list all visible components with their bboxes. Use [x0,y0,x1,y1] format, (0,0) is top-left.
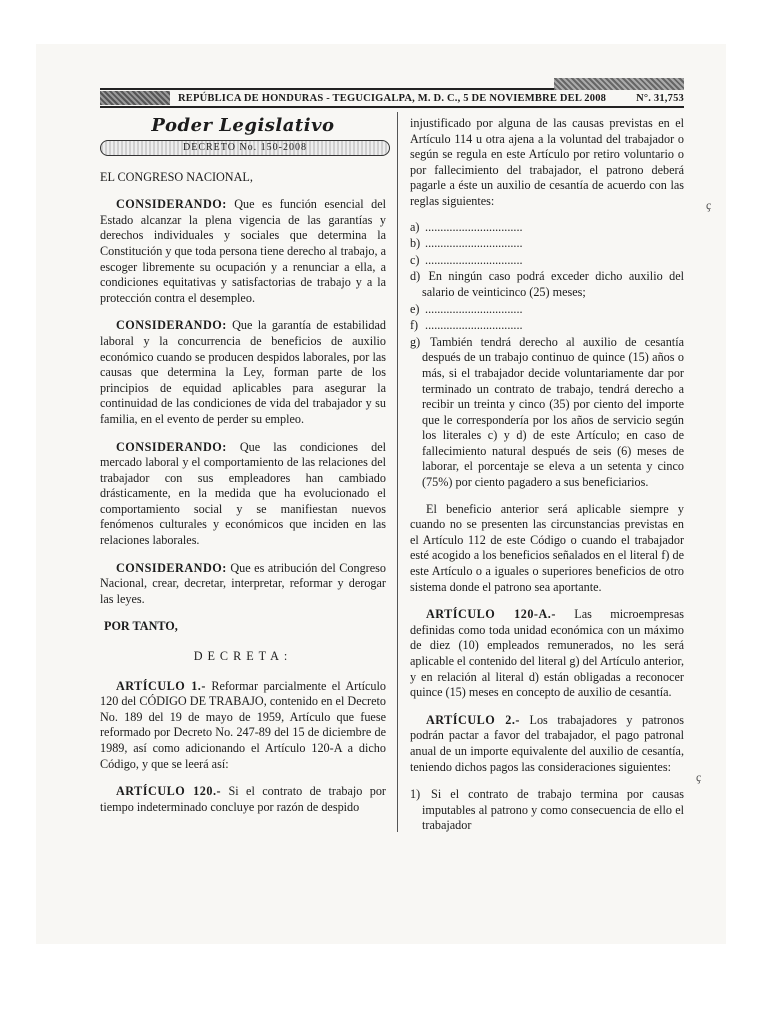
list-item-label: c) [410,252,420,267]
list-item-text: ................................ [422,301,523,316]
list-item-text: ................................ [422,236,523,251]
considerando-text: Que la garantía de estabilidad laboral y la concurrencia de beneficios de auxilio económico cuando se producen despidos laborales, por las causas que determina la Ley, forman parte de los principios de equidad aplicables para asegurar la continuidad de las condiciones de vida del trabajador y su familia, en el evento de perder su empleo. [100,318,386,426]
column-divider [397,112,398,832]
articulo-120-a [410,607,684,701]
list-item-text: ................................ [422,252,523,267]
article-text: Reformar parcialmente el Artículo 120 del CÓDIGO DE TRABAJO, contenido en el Decreto No. 189 del 19 de mayo de 1959, Artículo que fuese reformado por Decreto No. 247-89 del 15 de diciembre de 1989, así como adicionando el Artículo 120-A a dicho Código, y que se leerá así: [100,678,386,771]
considerando-1 [100,197,386,306]
considerando-3 [100,440,386,549]
list-item-text: ................................ [422,219,523,234]
list-item-label: g) [410,334,421,349]
articulo-120 [100,784,386,815]
gazette-logo [100,91,170,105]
list-item-label: d) [410,269,421,284]
header-republic-date: REPÚBLICA DE HONDURAS - TEGUCIGALPA, M. D. C., 5 DE NOVIEMBRE DEL 2008 [178,92,607,104]
list-item-g [410,335,684,491]
article-text: Los trabajadores y patronos podrán pactar a favor del trabajador, el pago patronal anual de un importe equivalente del auxilio de cesantía, teniendo dichos pagos las consideraciones siguientes: [410,712,684,774]
considerando-label: CONSIDERANDO: [116,318,227,333]
list-item-label: f) [410,318,419,333]
left-column [100,116,386,827]
article-label: ARTÍCULO 120-A.- [426,607,556,622]
por-tanto-heading: POR TANTO, [104,619,178,634]
decree-number: DECRETO No. 150-2008 [100,140,390,156]
considerando-text: Que es función esencial del Estado alcanzar la plena vigencia de las garantías y derechos individuales y sociales que determina la Constitución y que toda persona tiene derecho al trabajo, a escoger libremente su ocupación y a renunciar a ella, a condiciones equitativas y satisfactorias de trabajo y a la protección contra el desempleo. [100,197,386,305]
gazette-seal [554,78,684,90]
considerando-text: Que es atribución del Congreso Nacional, crear, decretar, interpretar, reformar y derogar las leyes. [100,560,386,606]
list-item-label: a) [410,219,420,234]
list-item-e [410,302,684,318]
article-label: ARTÍCULO 1.- [116,678,206,693]
gazette-header [100,88,684,108]
decreta-heading: DECRETA: [193,649,293,664]
branch-title: Poder Legislativo [151,115,335,136]
considerando-text: Que las condiciones del mercado laboral y el comportamiento de las relaciones del trabajador con sus empleadores han cambiado drásticamente, en la medida que ha evolucionado el comportamiento social y se manifiestan nuevos fenómenos culturales y económicos que inciden en las relaciones laborales. [100,439,386,548]
articulo-120-continuation: injustificado por alguna de las causas previstas en el Artículo 114 u otra ajena a la voluntad del trabajador o según se regula en este Artículo por retiro voluntario o por fallecimiento del trabajador, el patrono deberá pagarle a éste un auxilio de cesantía de acuerdo con las reglas siguientes: [410,116,684,208]
header-issue-number: N°. 31,753 [636,92,684,104]
list-item-a [410,220,684,236]
list-item-text: También tendrá derecho al auxilio de cesantía después de un trabajo continuo de quince (15) años o más, si el trabajador decide voluntariamente dar por terminado un contrato de trabajo, tendrá derecho a recibir un treinta y cinco (35) por ciento del importe que le correspondería por los años de servicio según los literales c) y d) de este Artículo; en caso de fallecimiento natural después de seis (6) meses de laborar, el porcentaje se eleva a un setenta y cinco (75%) por ciento pagadero a sus beneficiarios. [422,334,684,490]
considerando-4 [100,561,386,608]
articulo-1 [100,679,386,773]
list-item-c [410,253,684,269]
article-label: ARTÍCULO 2.- [426,712,520,727]
right-column [410,116,684,835]
list-item-text: En ningún caso podrá exceder dicho auxilio del salario de veinticinco (25) meses; [422,269,684,299]
list-item-label: e) [410,301,420,316]
list-item-text: Si el contrato de trabajo termina por causas imputables al patrono y como consecuencia de ello el trabajador [422,787,684,833]
salutation: EL CONGRESO NACIONAL, [100,169,253,184]
list-item-text: ................................ [422,318,523,333]
article-text: Si el contrato de trabajo por tiempo indeterminado concluye por razón de despido [100,784,386,814]
margin-mark-icon: ҫ [706,198,712,212]
beneficio-paragraph: El beneficio anterior será aplicable siempre y cuando no se presenten las circunstancias previstas en el Artículo 112 de este Código o cuando el trabajador esté acogido a los beneficios señalados en el literal f) de este Artículo o a iguales o superiores beneficios de otro sistema donde el patrono sea aportante. [410,501,684,594]
list-item-label: b) [410,236,421,251]
list-item-d [410,269,684,300]
list-item-1 [410,787,684,834]
list-item-b [410,236,684,252]
list-item-label: 1) [410,787,421,802]
considerando-label: CONSIDERANDO: [116,197,227,212]
article-text: Las microempresas definidas como toda unidad económica con un máximo de diez (10) empleados remunerados, no les será aplicable el contenido del literal g) del Artículo anterior, y en relación al literal d) están obligadas a reconocer quince (15) meses en concepto de auxilio de cesantía. [410,607,684,700]
article-label: ARTÍCULO 120.- [116,784,222,799]
considerando-label: CONSIDERANDO: [116,560,227,575]
margin-mark-icon: ҫ [696,770,702,784]
list-item-f [410,318,684,334]
spacer [410,492,684,502]
articulo-2 [410,713,684,775]
considerando-2 [100,318,386,427]
considerando-label: CONSIDERANDO: [116,439,227,454]
spacer [410,210,684,220]
